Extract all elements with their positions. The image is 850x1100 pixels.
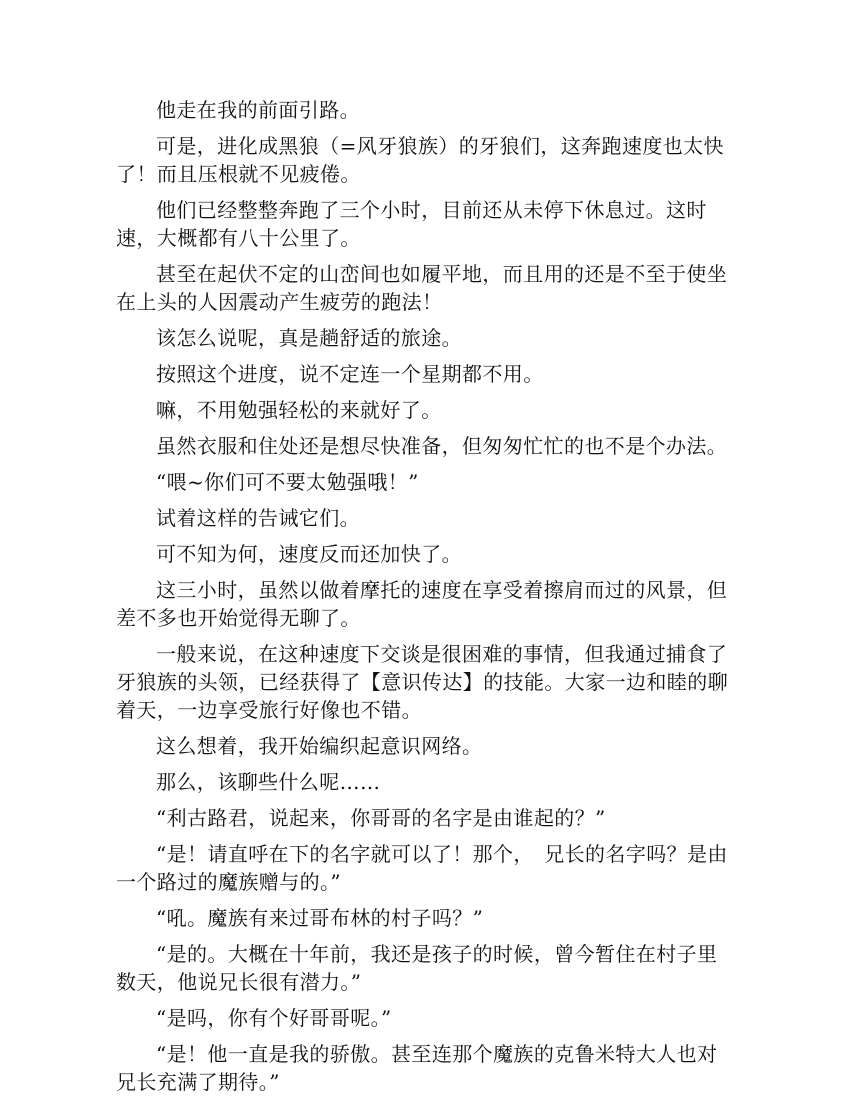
paragraph: 他们已经整整奔跑了三个小时，目前还从未停下休息过。这时速，大概都有八十公里了。 — [116, 198, 707, 250]
dialogue-line: “是的。大概在十年前，我还是孩子的时候，曾今暂住在村子里数天，他说兄长很有潜力。” — [116, 942, 718, 994]
paragraph: 可是，进化成黑狼（=风牙狼族）的牙狼们，这奔跑速度也太快了！而且压根就不见疲倦。 — [116, 134, 724, 186]
paragraph: 一般来说，在这种速度下交谈是很困难的事情，但我通过捕食了牙狼族的头领，已经获得了【意识传达】的技能。大家一边和睦的聊着天，一边享受旅行好像也不错。 — [116, 642, 728, 722]
paragraph: 可不知为何，速度反而还加快了。 — [156, 542, 462, 566]
paragraph: 试着这样的告诫它们。 — [156, 506, 360, 530]
paragraph: 甚至在起伏不定的山峦间也如履平地，而且用的还是不至于使坐在上头的人因震动产生疲劳的跑法！ — [116, 262, 728, 314]
paragraph: 他走在我的前面引路。 — [156, 98, 360, 122]
paragraph: 该怎么说呢，真是趟舒适的旅途。 — [156, 326, 462, 350]
document-page — [116, 96, 736, 1094]
dialogue-line: “是！他一直是我的骄傲。甚至连那个魔族的克鲁米特大人也对兄长充满了期待。” — [116, 1042, 718, 1094]
dialogue-line: “吼。魔族有来过哥布林的村子吗？” — [156, 906, 484, 930]
paragraph: 嘛，不用勉强轻松的来就好了。 — [156, 398, 442, 422]
paragraph: 这么想着，我开始编织起意识网络。 — [156, 734, 483, 758]
dialogue-line: “是吗，你有个好哥哥呢。” — [156, 1006, 392, 1030]
paragraph: 这三小时，虽然以做着摩托的速度在享受着擦肩而过的风景，但差不多也开始觉得无聊了。 — [116, 578, 728, 630]
paragraph: 按照这个进度，说不定连一个星期都不用。 — [156, 362, 544, 386]
dialogue-line: “是！请直呼在下的名字就可以了！那个， 兄长的名字吗？是由一个路过的魔族赠与的。” — [116, 842, 728, 894]
dialogue-line: “利古路君，说起来，你哥哥的名字是由谁起的？” — [156, 806, 606, 830]
dialogue-line: “喂~你们可不要太勉强哦！” — [156, 470, 419, 494]
paragraph: 那么，该聊些什么呢…… — [156, 770, 381, 794]
paragraph: 虽然衣服和住处还是想尽快准备，但匆匆忙忙的也不是个办法。 — [156, 434, 728, 458]
